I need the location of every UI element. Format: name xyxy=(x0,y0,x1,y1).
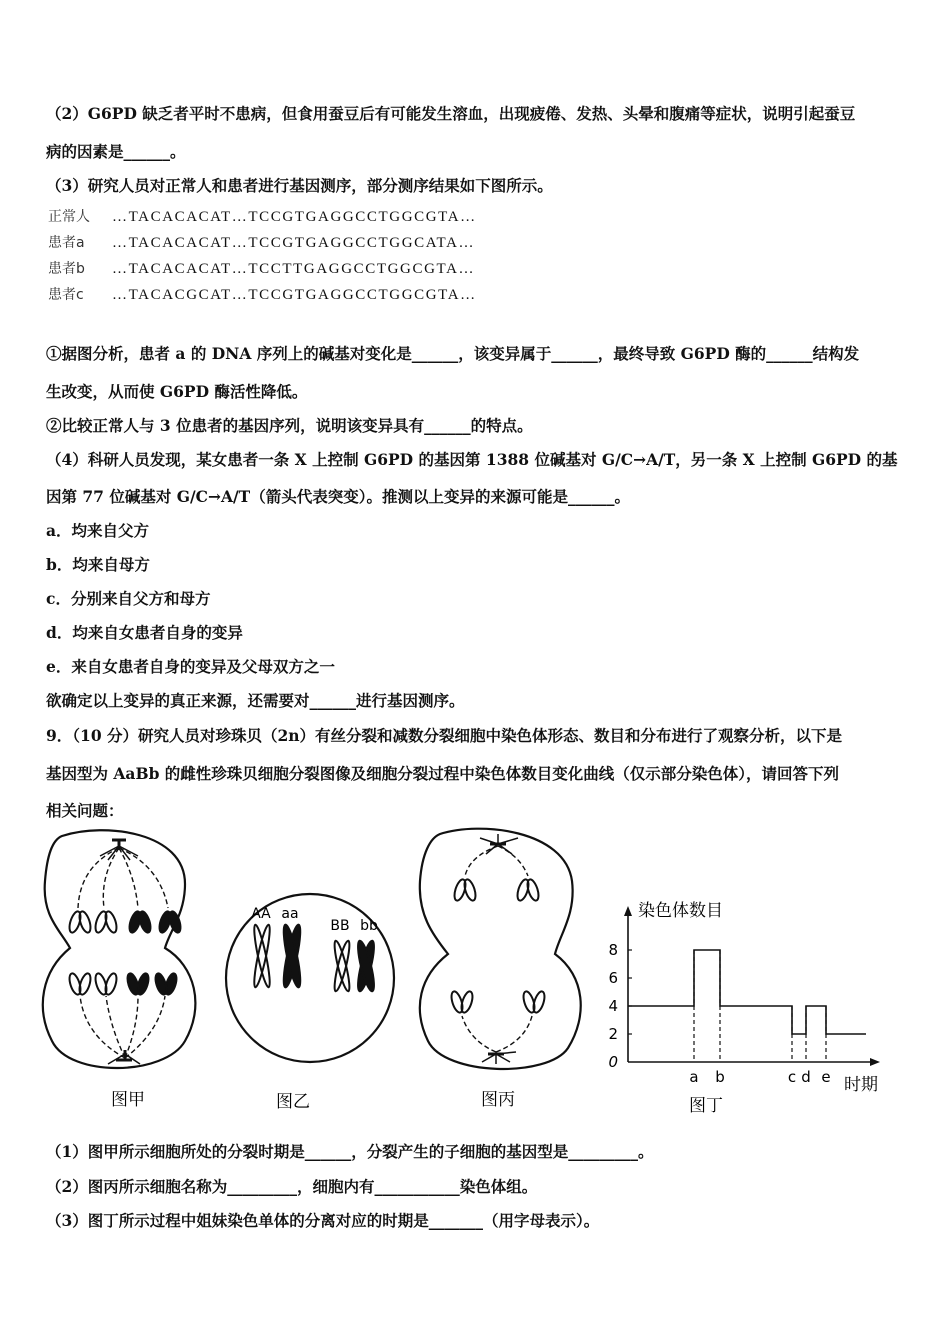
q3-sub1-line1: ①据图分析，患者 a 的 DNA 序列上的碱基对变化是______，该变异属于______，最终导致 G6PD 酶的______结构发 xyxy=(46,344,860,363)
figure-yi-label: 图乙 xyxy=(276,1092,310,1112)
q4-option-b: b．均来自母方 xyxy=(46,555,150,574)
x-tick-label: b xyxy=(715,1068,725,1086)
q4-option-e: e．来自女患者自身的变异及父母双方之一 xyxy=(46,657,335,676)
sequence-text: …TACACACAT…TCCGTGAGGCCTGGCATA… xyxy=(112,235,476,251)
sequence-label: 患者a xyxy=(48,235,85,251)
q3-sub2: ②比较正常人与 3 位患者的基因序列，说明该变异具有______的特点。 xyxy=(46,416,533,435)
allele-label: AA xyxy=(251,906,271,922)
y-axis-arrow xyxy=(624,906,632,916)
x-tick-label: c xyxy=(787,1068,797,1086)
sequence-row-patient-c xyxy=(48,284,477,304)
y-tick-label: 2 xyxy=(608,1025,618,1043)
y-tick-label: 8 xyxy=(608,941,618,959)
sequence-row-normal xyxy=(48,206,477,226)
q2-line2: 病的因素是______。 xyxy=(46,142,186,161)
x-tick-label: e xyxy=(821,1068,831,1086)
sequence-text: …TACACACAT…TCCTTGAGGCCTGGCGTA… xyxy=(112,261,476,277)
allele-label: aa xyxy=(281,906,299,922)
sequence-text: …TACACGCAT…TCCGTGAGGCCTGGCGTA… xyxy=(112,287,477,303)
x-tick-label: a xyxy=(689,1068,699,1086)
x-axis-label: 时期 xyxy=(844,1075,878,1095)
figure-ding-chart xyxy=(608,901,880,1116)
allele-label: BB xyxy=(330,918,350,934)
data-series-line xyxy=(628,950,866,1034)
q4-option-a: a．均来自父方 xyxy=(46,521,150,540)
q4-line1: （4）科研人员发现，某女患者一条 X 上控制 G6PD 的基因第 1388 位碱基对 G/C→A/T，另一条 X 上控制 G6PD 的基 xyxy=(46,450,898,469)
figure-ding-label: 图丁 xyxy=(689,1096,723,1116)
q9-line3: 相关问题： xyxy=(46,801,124,820)
sequence-label: 患者b xyxy=(48,261,85,277)
sequence-label: 正常人 xyxy=(48,209,90,225)
q2-line1: （2）G6PD 缺乏者平时不患病，但食用蚕豆后有可能发生溶血，出现疲倦、发热、头晕和腹痛等症状，说明引起蚕豆 xyxy=(46,104,856,123)
figure-panel xyxy=(0,826,950,1116)
y-tick-label: 6 xyxy=(608,969,618,987)
y-axis-label: 染色体数目 xyxy=(638,901,723,921)
q9-line2: 基因型为 AaBb 的雌性珍珠贝细胞分裂图像及细胞分裂过程中染色体数目变化曲线（仅示部分染色体），请回答下列 xyxy=(46,764,840,783)
q4-option-d: d．均来自女患者自身的变异 xyxy=(46,623,243,642)
q9-sub2: （2）图丙所示细胞名称为_________，细胞内有___________染色体组。 xyxy=(46,1177,538,1196)
allele-label: bb xyxy=(360,918,378,934)
q9-sub1: （1）图甲所示细胞所处的分裂时期是______，分裂产生的子细胞的基因型是_________。 xyxy=(46,1142,654,1161)
figure-jia xyxy=(43,830,196,1110)
y-tick-label: 0 xyxy=(608,1053,618,1071)
sequence-row-patient-a xyxy=(48,232,475,252)
x-tick-label: d xyxy=(801,1068,811,1086)
sequence-row-patient-b xyxy=(48,258,475,278)
q4-option-c: c．分别来自父方和母方 xyxy=(46,589,211,608)
sequence-label: 患者c xyxy=(48,287,84,303)
figure-bing-label: 图丙 xyxy=(481,1090,515,1110)
q4-tail: 欲确定以上变异的真正来源，还需要对______进行基因测序。 xyxy=(46,691,465,710)
q3-intro: （3）研究人员对正常人和患者进行基因测序，部分测序结果如下图所示。 xyxy=(46,176,553,195)
q9-sub3: （3）图丁所示过程中姐妹染色单体的分离对应的时期是_______（用字母表示）。 xyxy=(46,1211,600,1230)
q9-line1: 9．（10 分）研究人员对珍珠贝（2n）有丝分裂和减数分裂细胞中染色体形态、数目和分布进行了观察分析，以下是 xyxy=(46,726,843,745)
q4-line2: 因第 77 位碱基对 G/C→A/T（箭头代表突变）。推测以上变异的来源可能是______。 xyxy=(46,487,630,506)
figure-bing xyxy=(420,829,581,1110)
sequence-text: …TACACACAT…TCCGTGAGGCCTGGCGTA… xyxy=(112,209,477,225)
figure-yi xyxy=(226,894,394,1112)
q3-sub1-line2: 生改变，从而使 G6PD 酶活性降低。 xyxy=(46,382,308,401)
y-tick-label: 4 xyxy=(608,997,618,1015)
figure-jia-label: 图甲 xyxy=(111,1090,145,1110)
x-axis-arrow xyxy=(870,1058,880,1066)
